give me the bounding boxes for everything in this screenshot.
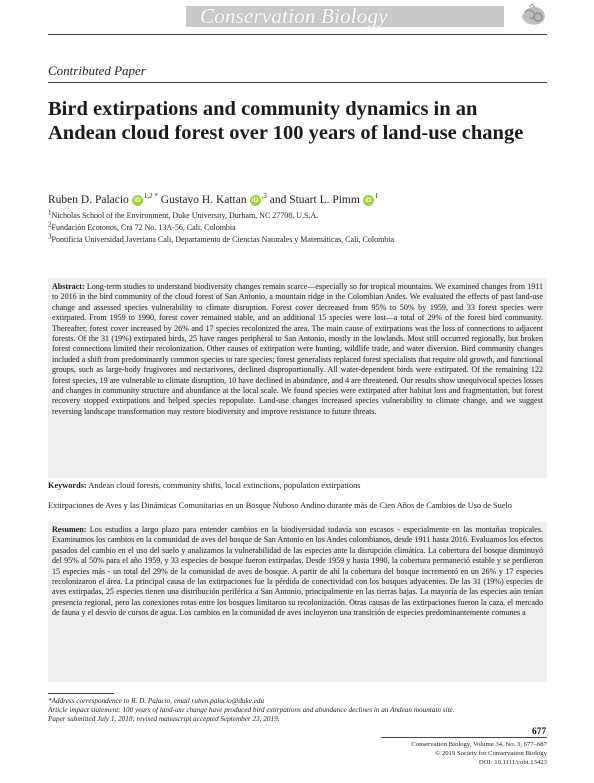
article-title: Bird extirpations and community dynamics in an Andean cloud forest over 100 years of land-use change [48,98,524,144]
orcid-icon[interactable]: iD [132,195,143,206]
journal-name: Conservation Biology [200,4,388,28]
resumen-text: Los estudios a largo plazo para entender cambios en la biodiversidad todavía son escasos - especialmente en las montañas tropicales. Examinamos los cambios en la comunidad de aves del bosque de San Antonio en los Andes colombianos, desde 1911 hasta 2016. Evaluamos los efectos pasados del cambio en el uso del suelo y analizamos la vulnerabilidad de las especies ante la disrupción climática. La cobertura del bosque disminuyó del 95% al 50% para el año 1959, y 33 especies de bosque fueron extirpadas. Desde 1959 y hasta 1990, la cobertura permaneció estable y se perdieron 15 especies más - un total del 29% de la comunidad de aves de bosque. A partir de ahí la cobertura del bosque incrementó en un 26% y 17 especies recolonizaron el área. La principal causa de las extirpaciones fue la pérdida de conectividad con los bosques adyacentes. De las 31 (19%) especies de aves extirpadas, 25 especies tienen una distribución periférica a San Antonio, principalmente en las tierras bajas. La mayoría de las especies aún tenían presencia regional, pero las conexiones rotas entre los bosques limitaron su recolonización. Otras causas de las extirpaciones fueron la caza, el mercado de fauna y el desvío de cursos de agua. Los cambios en la comunidad de aves incluyeron una transición de especies predominantemente comunes a [52,525,543,618]
section-label: Contributed Paper [48,63,146,78]
citation-journal: Conservation Biology, Volume 34, No. 3, 677–687 [411,741,547,748]
author-superscript: 1,2 * [143,192,158,201]
abstract-label: Abstract: [52,282,85,291]
resumen-paragraph [48,525,547,619]
spanish-title: Extirpaciones de Aves y las Dinámicas Comunitarias en un Bosque Nuboso Andino durante más de Cien Años de Cambios de Uso de Suelo [48,501,512,510]
page-number: 677 [532,727,547,737]
author-superscript: 1 [374,192,379,201]
author-name: Gustavo H. Kattan [160,194,247,206]
keywords [48,480,547,491]
abstract-box [48,278,547,478]
orcid-icon[interactable]: iD [250,195,261,206]
citation-doi[interactable]: DOI: 10.1111/cobi.13423 [478,759,547,766]
section-rule [48,82,547,83]
resumen-box [48,522,547,682]
affiliation [48,220,568,233]
author-name: Stuart L. Pimm [289,194,360,206]
footnote-impact: Article impact statement: 100 years of land-use change have produced bird extirpations and abundance declines in an Andean mountain site. [48,706,455,714]
affiliation [48,232,568,245]
header-rule [48,34,547,35]
author-line [48,193,568,207]
conjunction: and [269,194,287,206]
affiliation-number: 3 [48,232,52,241]
affiliation-number: 1 [48,208,52,217]
author-superscript: ,3 [261,192,267,201]
footnote-rule [48,693,114,694]
journal-header-bar [186,6,504,27]
citation-rule [381,737,547,738]
keywords-text: Andean cloud forests, community shifts, local extinctions, population extirpations [88,481,361,490]
keywords-label: Keywords: [48,481,87,490]
resumen-label: Resumen: [52,525,87,534]
affiliation-text: Nicholas School of the Environment, Duke University, Durham, NC 27708, U.S.A. [51,211,319,220]
author-name: Ruben D. Palacio [48,194,129,206]
orcid-icon[interactable]: iD [363,195,374,206]
footnote-submitted: Paper submitted July 1, 2018; revised manuscript accepted September 23, 2019. [48,715,280,723]
abstract-paragraph [48,282,547,417]
footnote-correspondence: *Address correspondence to R. D. Palacio, email ruben.palacio@duke.edu [48,697,265,705]
affiliation-text: Pontificia Universidad Javeriana Cali, Departamento de Ciencias Naturales y Matemáticas, Cali, Colombia [51,235,395,244]
affiliation [48,208,568,221]
journal-logo-icon [519,2,549,28]
affiliation-number: 2 [48,220,52,229]
citation-copyright: © 2019 Society for Conservation Biology [435,750,547,757]
affiliation-text: Fundación Ecotonos, Cra 72 No. 13A-56, Cali, Colombia [51,223,236,232]
abstract-text: Long-term studies to understand biodiversity changes remain scarce—especially so for tropical mountains. We examined changes from 1911 to 2016 in the bird community of the cloud forest of San Antonio, a mountain ridge in the Colombian Andes. We evaluated the effects of past land-use change and assessed species vulnerability to climate disruption. Forest cover decreased from 95% to 50% by 1959, and 33 forest species were extirpated. From 1959 to 1990, forest cover remained stable, and an additional 15 species were lost—a total of 29% of the forest bird community. Thereafter, forest cover increased by 26% and 17 species recolonized the area. The main cause of extirpations was the loss of connections to adjacent forests. Of the 31 (19%) extirpated birds, 25 have ranges peripheral to San Antonio, mostly in the lowlands. Most still occurred regionally, but broken forest connections limited their recolonization. Other causes of extirpation were hunting, wildlife trade, and water diversion. Bird community changes included a shift from predominantly common species to rare species; forest generalists replaced forest specialists that require old growth, and functional groups, such as large-body frugivores and nectarivores, declined disproportionally. All water-dependent birds were extirpated. Of the remaining 122 forest species, 19 are vulnerable to climate disruption, 10 have declined in abundance, and 4 are threatened. Our results show unequivocal species losses and changes in community structure and abundance at the local scale. We found species were extirpated after habitat loss and fragmentation, but forest recovery stopped extirpations and helped species repopulate. Land-use changes increased species vulnerability to climate change, and we suggest reversing landscape transformation may restore biodiversity and improve resistance to future threats. [52,282,543,416]
